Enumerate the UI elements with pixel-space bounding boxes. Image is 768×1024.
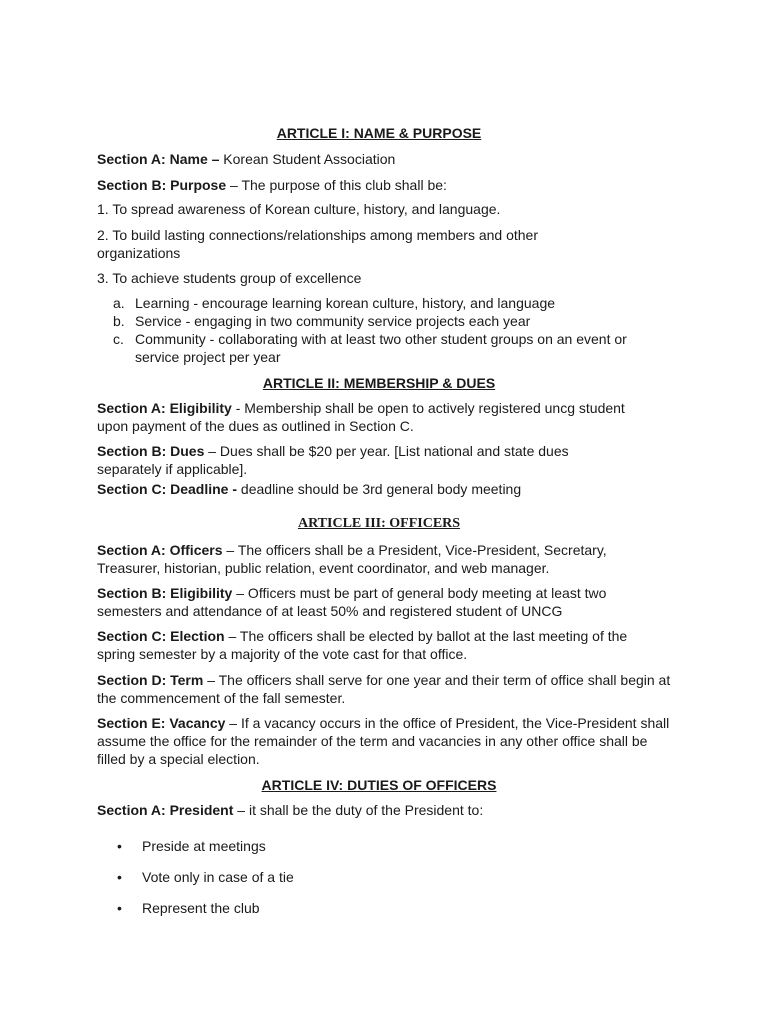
- section-label: Section B: Dues: [97, 443, 205, 459]
- section-text: – If a vacancy occurs in the office of President, the Vice-President shall assume the office for the remainder of the term and vacancies in any other office shall be filled by a special election.: [97, 715, 670, 767]
- section-label: Section A: President: [97, 802, 234, 818]
- section-text: – Officers must be part of general body meeting at least two semesters and attendance of at least 50% and registered student of UNCG: [97, 585, 607, 619]
- section-text: – The purpose of this club shall be:: [226, 177, 447, 193]
- list-text: Represent the club: [142, 900, 260, 916]
- list-marker: c.: [113, 331, 124, 347]
- article-3-heading: ARTICLE III: OFFICERS: [297, 516, 461, 531]
- article-2-heading: ARTICLE II: MEMBERSHIP & DUES: [262, 375, 496, 391]
- article-1-section-b: [97, 176, 677, 194]
- section-label: Section C: Deadline -: [97, 481, 238, 497]
- purpose-item-2: 2. To build lasting connections/relationships among members and other organizations: [97, 227, 538, 261]
- bullet-icon: •: [117, 869, 122, 885]
- list-item: [113, 312, 673, 330]
- section-label: Section A: Name –: [97, 151, 220, 167]
- section-label: Section E: Vacancy: [97, 715, 226, 731]
- section-text: - Membership shall be open to actively registered uncg student upon payment of the dues as outlined in Section C.: [97, 400, 625, 434]
- section-label: Section A: Officers: [97, 542, 223, 558]
- section-label: Section C: Election: [97, 628, 225, 644]
- article-3-section-b: [97, 584, 657, 620]
- bullet-icon: •: [117, 838, 122, 854]
- article-1-heading: ARTICLE I: NAME & PURPOSE: [276, 125, 482, 141]
- article-4-heading: ARTICLE IV: DUTIES OF OFFICERS: [261, 777, 497, 793]
- list-item: [113, 330, 668, 366]
- bullet-icon: •: [117, 900, 122, 916]
- section-text: – The officers shall serve for one year and their term of office shall begin at the commencement of the fall semester.: [97, 672, 671, 706]
- section-label: Section A: Eligibility: [97, 400, 232, 416]
- section-text: – The officers shall be elected by ballot at the last meeting of the spring semester by a majority of the vote cast for that office.: [97, 628, 628, 662]
- list-item: [117, 899, 617, 917]
- article-2-section-a: [97, 399, 642, 435]
- section-label: Section D: Term: [97, 672, 204, 688]
- purpose-item-3: 3. To achieve students group of excellence: [97, 270, 362, 286]
- list-text: Community - collaborating with at least two other student groups on an event or service project per year: [135, 331, 627, 365]
- list-item: [117, 837, 617, 855]
- list-text: Preside at meetings: [142, 838, 266, 854]
- section-text: – it shall be the duty of the President to:: [233, 802, 484, 818]
- list-text: Vote only in case of a tie: [142, 869, 294, 885]
- list-marker: b.: [113, 313, 125, 329]
- section-text: – Dues shall be $20 per year. [List national and state dues separately if applicable].: [97, 443, 569, 477]
- list-item: [117, 868, 617, 886]
- section-text: Korean Student Association: [219, 151, 396, 167]
- list-text: Service - engaging in two community service projects each year: [135, 313, 531, 329]
- purpose-item-1: 1. To spread awareness of Korean culture, history, and language.: [97, 201, 501, 217]
- section-text: deadline should be 3rd general body meeting: [237, 481, 522, 497]
- section-text: – The officers shall be a President, Vice-President, Secretary, Treasurer, historian, public relation, event coordinator, and web manager.: [97, 542, 607, 576]
- article-3-section-c: [97, 627, 657, 663]
- article-3-section-a: [97, 541, 662, 577]
- list-marker: a.: [113, 295, 125, 311]
- list-item: [113, 294, 673, 312]
- article-4-section-a: [97, 801, 677, 819]
- article-2-section-c: [97, 480, 677, 498]
- article-3-section-d: [97, 671, 672, 707]
- article-3-section-e: [97, 714, 672, 768]
- section-label: Section B: Purpose: [97, 177, 227, 193]
- list-text: Learning - encourage learning korean culture, history, and language: [135, 295, 556, 311]
- section-label: Section B: Eligibility: [97, 585, 233, 601]
- article-2-section-b: [97, 442, 617, 478]
- article-1-section-a: [97, 150, 677, 168]
